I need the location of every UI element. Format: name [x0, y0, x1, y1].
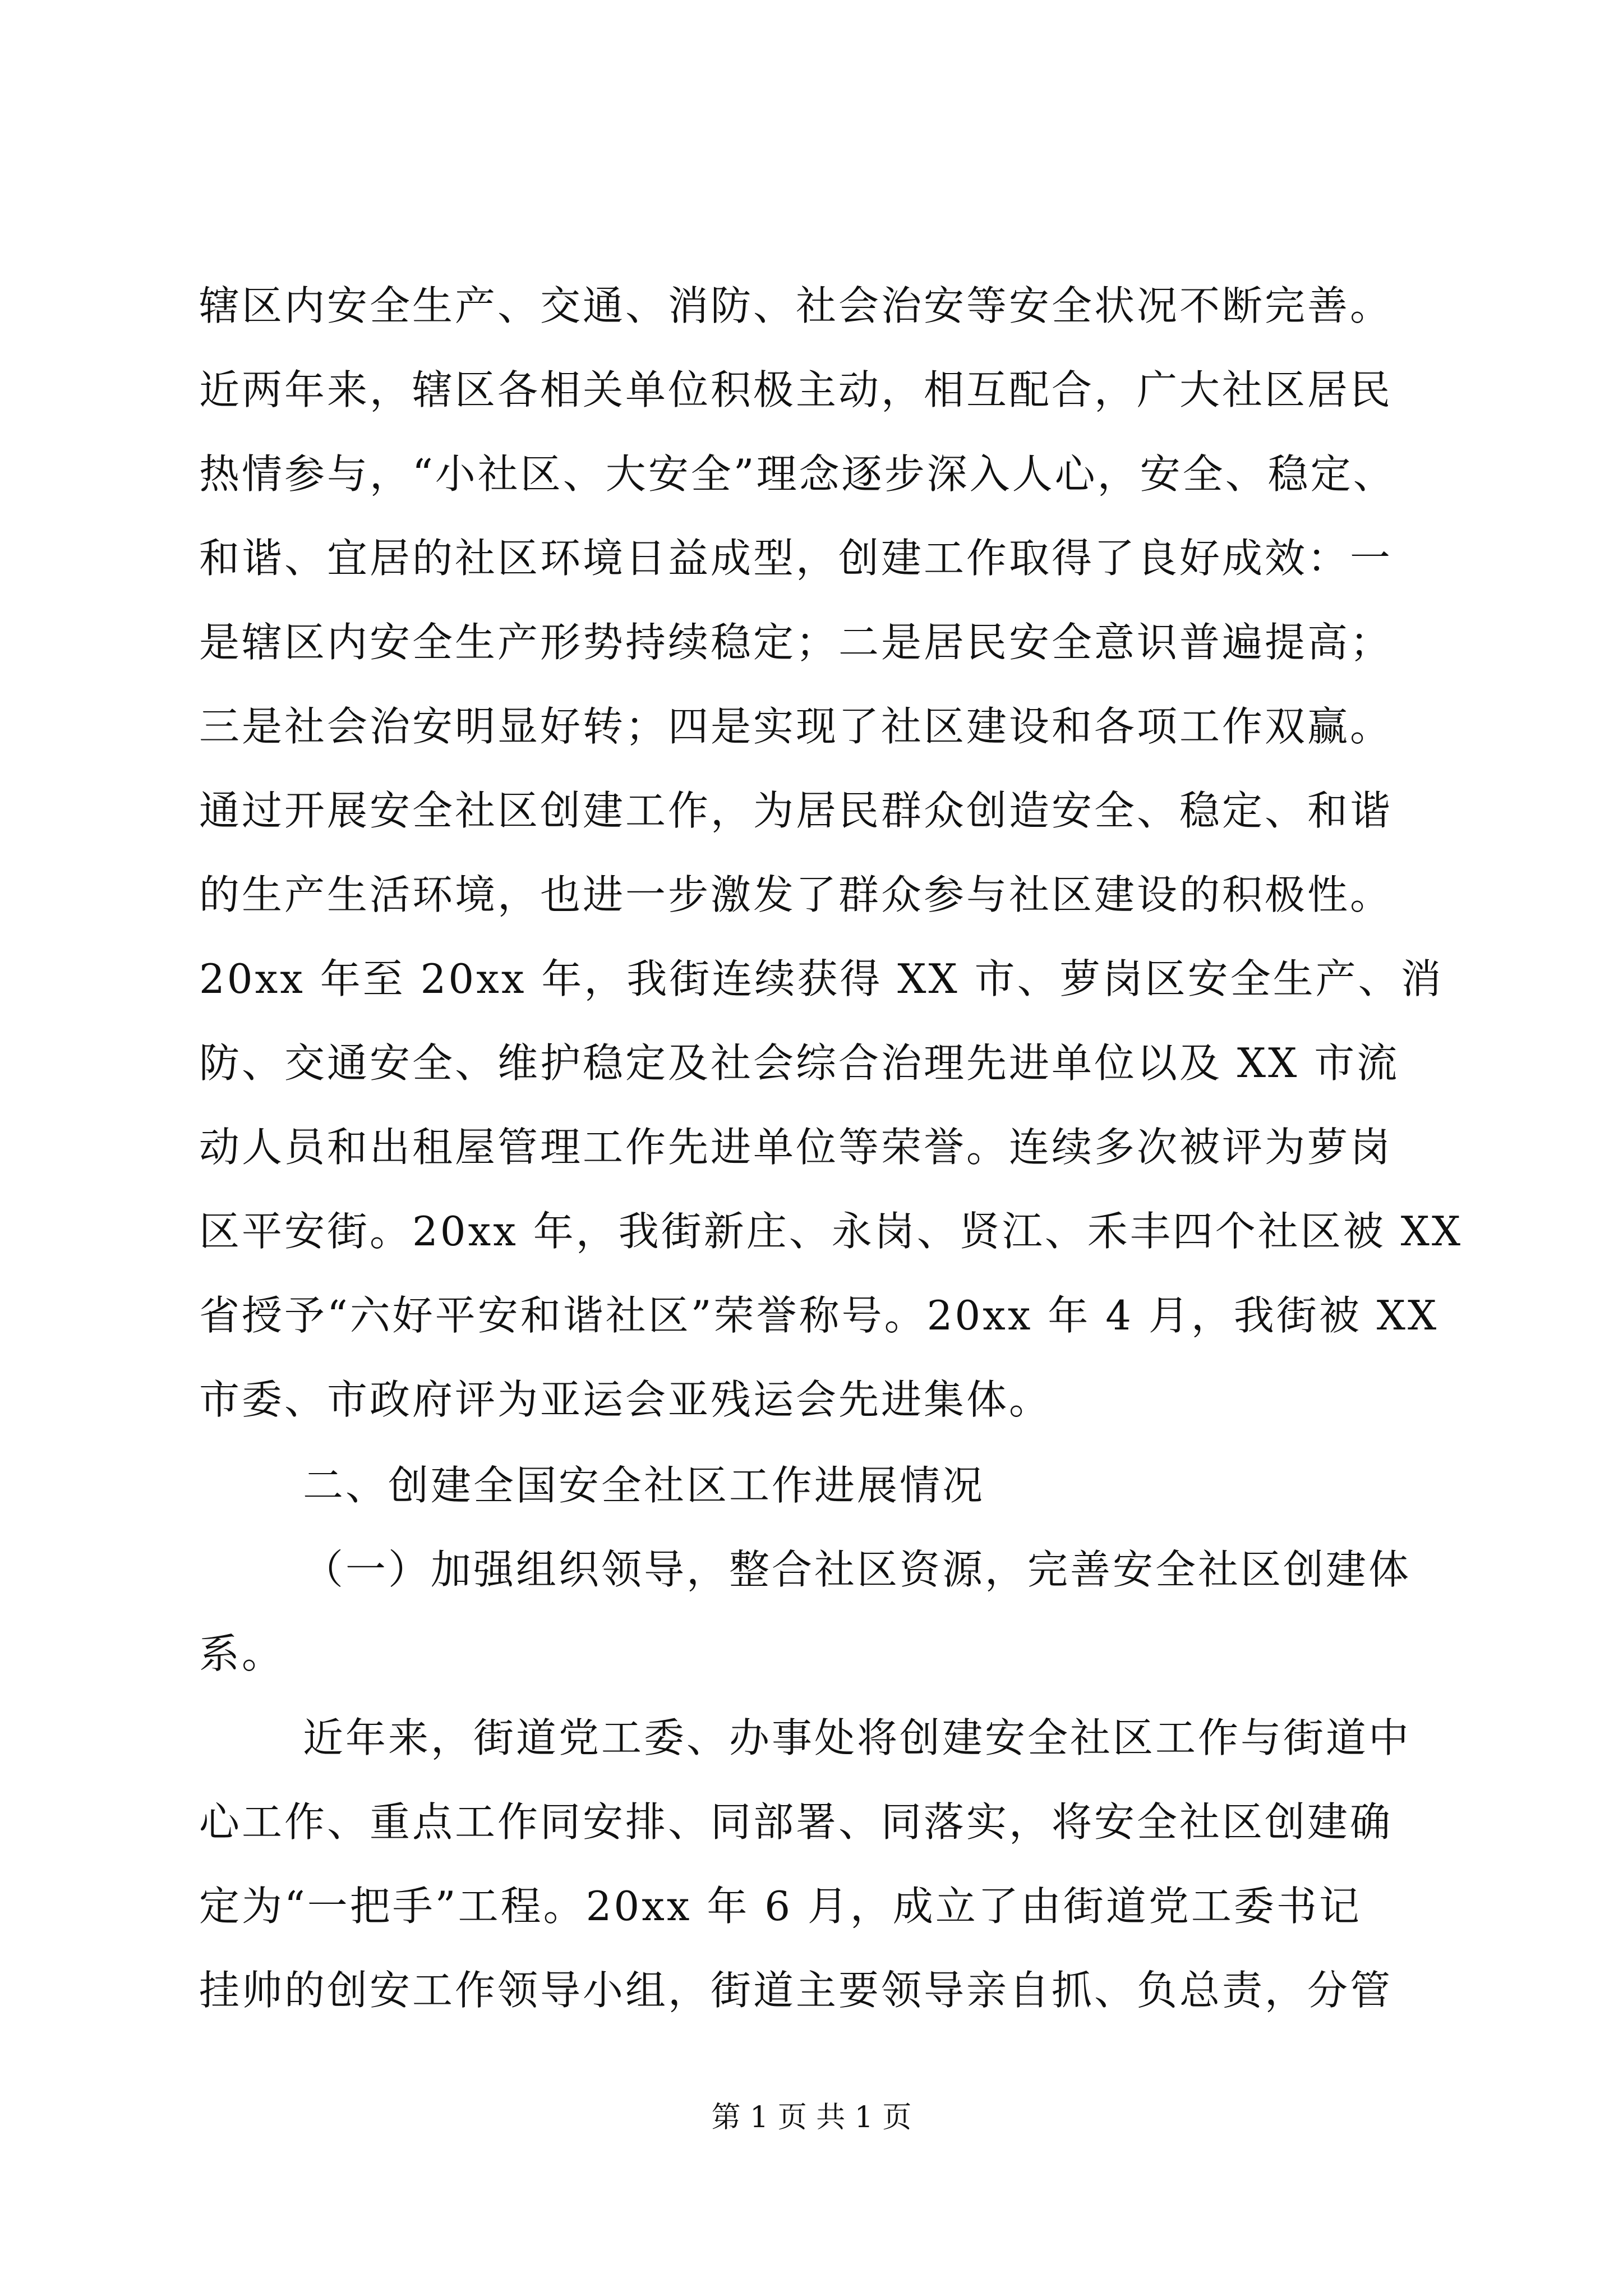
body-text-line: 通过开展安全社区创建工作，为居民群众创造安全、稳定、和谐: [199, 787, 1393, 834]
section-heading: 二、创建全国安全社区工作进展情况: [303, 1462, 985, 1509]
body-text-line: 定为“一把手”工程。20xx 年 6 月，成立了由街道党工委书记: [199, 1883, 1362, 1930]
body-text-line: 防、交通安全、维护稳定及社会综合治理先进单位以及 XX 市流: [199, 1039, 1400, 1087]
body-text-line: 近两年来，辖区各相关单位积极主动，相互配合，广大社区居民: [199, 366, 1393, 413]
body-text-line: 辖区内安全生产、交通、消防、社会治安等安全状况不断完善。: [199, 282, 1393, 329]
body-text-line: 区平安街。20xx 年，我街新庄、永岗、贤江、禾丰四个社区被 XX: [199, 1208, 1463, 1255]
body-text-line: 市委、市政府评为亚运会亚残运会先进集体。: [199, 1376, 1052, 1423]
body-text-line: 三是社会治安明显好转；四是实现了社区建设和各项工作双赢。: [199, 703, 1393, 750]
body-text-line: 和谐、宜居的社区环境日益成型，创建工作取得了良好成效：一: [199, 535, 1393, 582]
body-text-line: 动人员和出租屋管理工作先进单位等荣誉。连续多次被评为萝岗: [199, 1124, 1393, 1171]
body-text-line: 近年来，街道党工委、办事处将创建安全社区工作与街道中: [303, 1714, 1412, 1761]
body-text-line: 挂帅的创安工作领导小组，街道主要领导亲自抓、负总责，分管: [199, 1967, 1393, 2014]
body-text-line: 省授予“六好平安和谐社区”荣誉称号。20xx 年 4 月，我街被 XX: [199, 1292, 1439, 1339]
body-text-line: 20xx 年至 20xx 年，我街连续获得 XX 市、萝岗区安全生产、消: [199, 955, 1444, 1002]
body-text-line: 是辖区内安全生产形势持续稳定；二是居民安全意识普遍提高；: [199, 619, 1393, 666]
body-text-line: 的生产生活环境，也进一步激发了群众参与社区建设的积极性。: [199, 871, 1393, 918]
body-text-line: 心工作、重点工作同安排、同部署、同落实，将安全社区创建确: [199, 1798, 1393, 1846]
subsection-heading-continued: 系。: [199, 1630, 285, 1677]
subsection-heading: （一）加强组织领导，整合社区资源，完善安全社区创建体: [303, 1546, 1412, 1593]
page-footer: 第 1 页 共 1 页: [711, 2101, 912, 2134]
body-text-line: 热情参与，“小社区、大安全”理念逐步深入人心，安全、稳定、: [199, 450, 1396, 498]
